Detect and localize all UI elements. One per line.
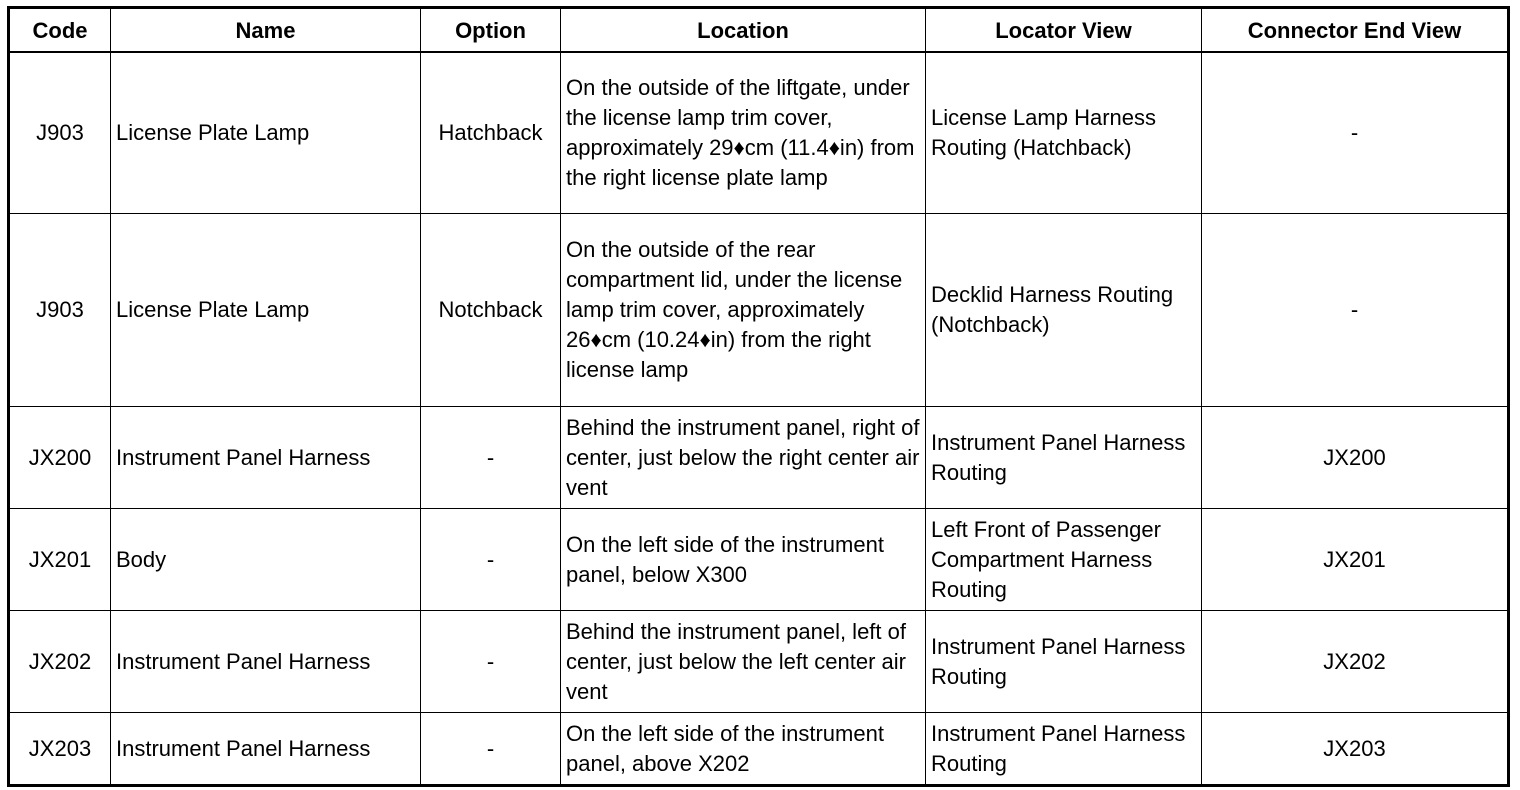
cell-connector-end-view: - xyxy=(1202,52,1509,214)
table-row xyxy=(9,713,1509,786)
cell-option: Notchback xyxy=(421,214,561,407)
cell-option: - xyxy=(421,611,561,713)
header-location: Location xyxy=(561,8,926,53)
cell-locator-view: Instrument Panel Harness Routing xyxy=(926,611,1202,713)
cell-option: - xyxy=(421,509,561,611)
cell-option: - xyxy=(421,713,561,786)
cell-name: License Plate Lamp xyxy=(111,52,421,214)
cell-option: Hatchback xyxy=(421,52,561,214)
cell-code: JX203 xyxy=(9,713,111,786)
cell-name: Body xyxy=(111,509,421,611)
cell-code: JX200 xyxy=(9,407,111,509)
header-name: Name xyxy=(111,8,421,53)
cell-connector-end-view: JX202 xyxy=(1202,611,1509,713)
header-option: Option xyxy=(421,8,561,53)
cell-location: On the left side of the instrument panel, above X202 xyxy=(561,713,926,786)
cell-connector-end-view: JX200 xyxy=(1202,407,1509,509)
cell-location: On the outside of the rear compartment lid, under the license lamp trim cover, approximately 26♦cm (10.24♦in) from the right license lamp xyxy=(561,214,926,407)
cell-code: J903 xyxy=(9,214,111,407)
cell-locator-view: Left Front of Passenger Compartment Harness Routing xyxy=(926,509,1202,611)
table-row xyxy=(9,509,1509,611)
cell-name: Instrument Panel Harness xyxy=(111,407,421,509)
cell-locator-view: Instrument Panel Harness Routing xyxy=(926,407,1202,509)
cell-locator-view: License Lamp Harness Routing (Hatchback) xyxy=(926,52,1202,214)
cell-code: JX202 xyxy=(9,611,111,713)
cell-connector-end-view: JX203 xyxy=(1202,713,1509,786)
cell-connector-end-view: JX201 xyxy=(1202,509,1509,611)
cell-code: JX201 xyxy=(9,509,111,611)
table-row xyxy=(9,52,1509,214)
table-row xyxy=(9,611,1509,713)
header-code: Code xyxy=(9,8,111,53)
cell-name: License Plate Lamp xyxy=(111,214,421,407)
cell-locator-view: Instrument Panel Harness Routing xyxy=(926,713,1202,786)
cell-name: Instrument Panel Harness xyxy=(111,611,421,713)
cell-connector-end-view: - xyxy=(1202,214,1509,407)
header-row xyxy=(9,8,1509,53)
cell-location: On the left side of the instrument panel, below X300 xyxy=(561,509,926,611)
cell-code: J903 xyxy=(9,52,111,214)
header-locator-view: Locator View xyxy=(926,8,1202,53)
cell-location: On the outside of the liftgate, under the license lamp trim cover, approximately 29♦cm (11.4♦in) from the right license plate lamp xyxy=(561,52,926,214)
cell-location: Behind the instrument panel, left of center, just below the left center air vent xyxy=(561,611,926,713)
cell-location: Behind the instrument panel, right of center, just below the right center air vent xyxy=(561,407,926,509)
connector-table xyxy=(7,6,1510,787)
cell-name: Instrument Panel Harness xyxy=(111,713,421,786)
cell-option: - xyxy=(421,407,561,509)
table-row xyxy=(9,214,1509,407)
table-row xyxy=(9,407,1509,509)
header-connector-end-view: Connector End View xyxy=(1202,8,1509,53)
cell-locator-view: Decklid Harness Routing (Notchback) xyxy=(926,214,1202,407)
